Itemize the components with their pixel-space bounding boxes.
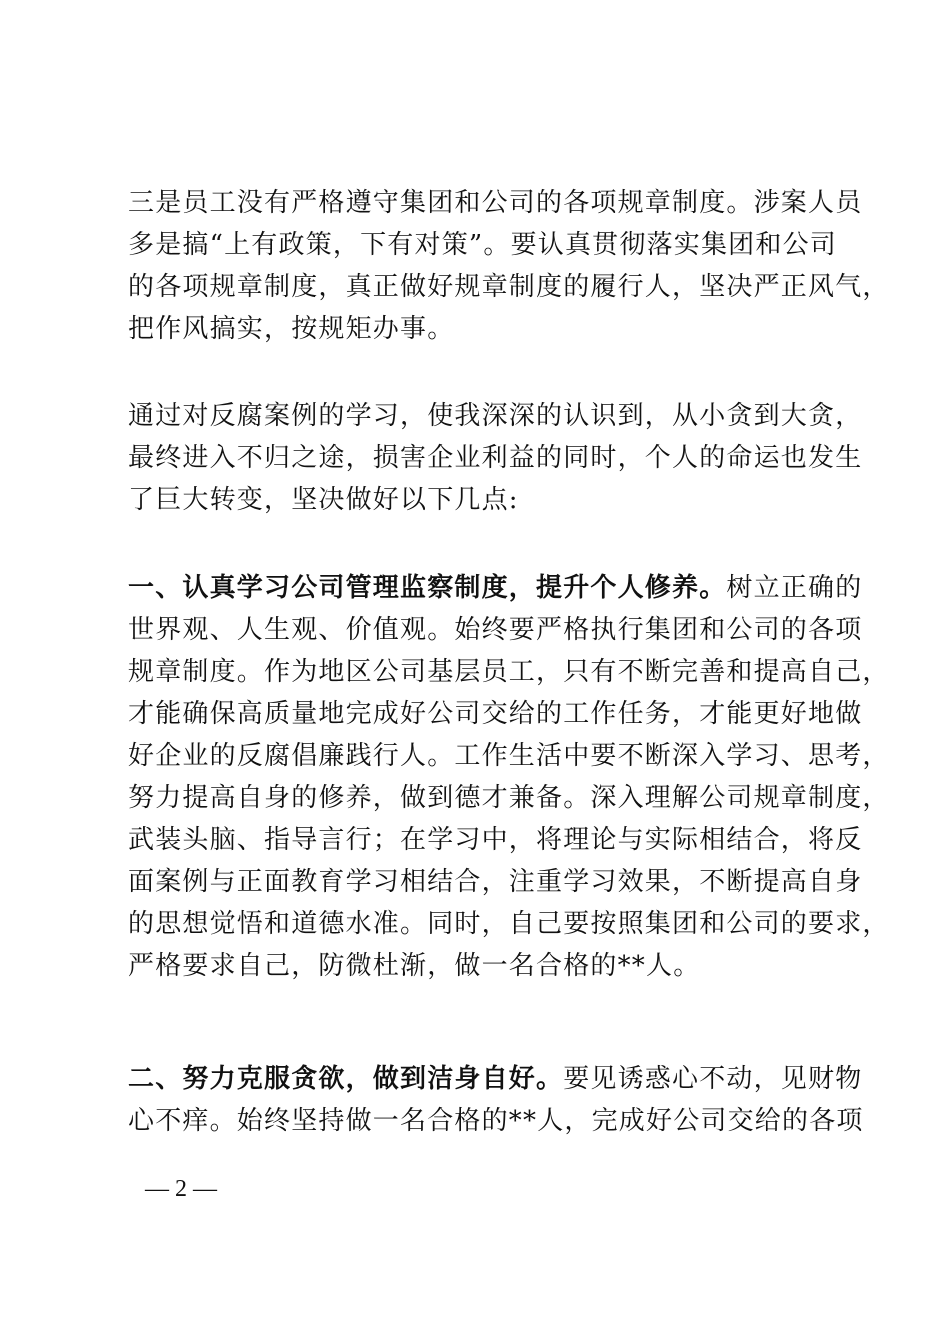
page-number: — 2 — (145, 1176, 217, 1202)
text-line: 武装头脑、指导言行；在学习中，将理论与实际相结合，将反 (128, 825, 863, 855)
text-line: 好企业的反腐倡廉践行人。工作生活中要不断深入学习、思考， (128, 741, 890, 771)
text-line: 最终进入不归之途，损害企业利益的同时，个人的命运也发生 (128, 443, 863, 473)
text-line: 把作风搞实，按规矩办事。 (128, 314, 455, 344)
paragraph-point-two (128, 1058, 864, 1142)
point-two-heading: 二、努力克服贪欲，做到洁身自好。 (128, 1064, 564, 1094)
text-line: 通过对反腐案例的学习，使我深深的认识到，从小贪到大贪， (128, 401, 863, 431)
text-line: 努力提高自身的修养，做到德才兼备。深入理解公司规章制度， (128, 783, 890, 813)
text-line: 心不痒。始终坚持做一名合格的**人，完成好公司交给的各项 (128, 1106, 864, 1136)
text-line: 面案例与正面教育学习相结合，注重学习效果，不断提高自身 (128, 867, 863, 897)
text-line (128, 1058, 863, 1100)
text-line: 才能确保高质量地完成好公司交给的工作任务，才能更好地做 (128, 699, 863, 729)
text-line (128, 567, 863, 609)
text-line: 严格要求自己，防微杜渐，做一名合格的**人。 (128, 951, 701, 981)
paragraph-rules-compliance (128, 182, 890, 350)
text-line: 规章制度。作为地区公司基层员工，只有不断完善和提高自己， (128, 657, 890, 687)
text-line: 多是搞“上有政策，下有对策”。要认真贯彻落实集团和公司 (128, 230, 837, 260)
text-line: 的思想觉悟和道德水准。同时，自己要按照集团和公司的要求， (128, 909, 890, 939)
text-line: 三是员工没有严格遵守集团和公司的各项规章制度。涉案人员 (128, 188, 863, 218)
text-line: 的各项规章制度，真正做好规章制度的履行人，坚决严正风气， (128, 272, 890, 302)
point-one-heading: 一、认真学习公司管理监察制度，提升个人修养。 (128, 573, 727, 603)
paragraph-lessons-learned (128, 395, 863, 521)
text-line: 世界观、人生观、价值观。始终要严格执行集团和公司的各项 (128, 615, 863, 645)
text-line: 了巨大转变，坚决做好以下几点: (128, 485, 519, 515)
paragraph-point-one (128, 567, 890, 987)
point-one-lead: 树立正确的 (726, 573, 863, 603)
point-two-lead: 要见诱惑心不动，见财物 (563, 1064, 863, 1094)
